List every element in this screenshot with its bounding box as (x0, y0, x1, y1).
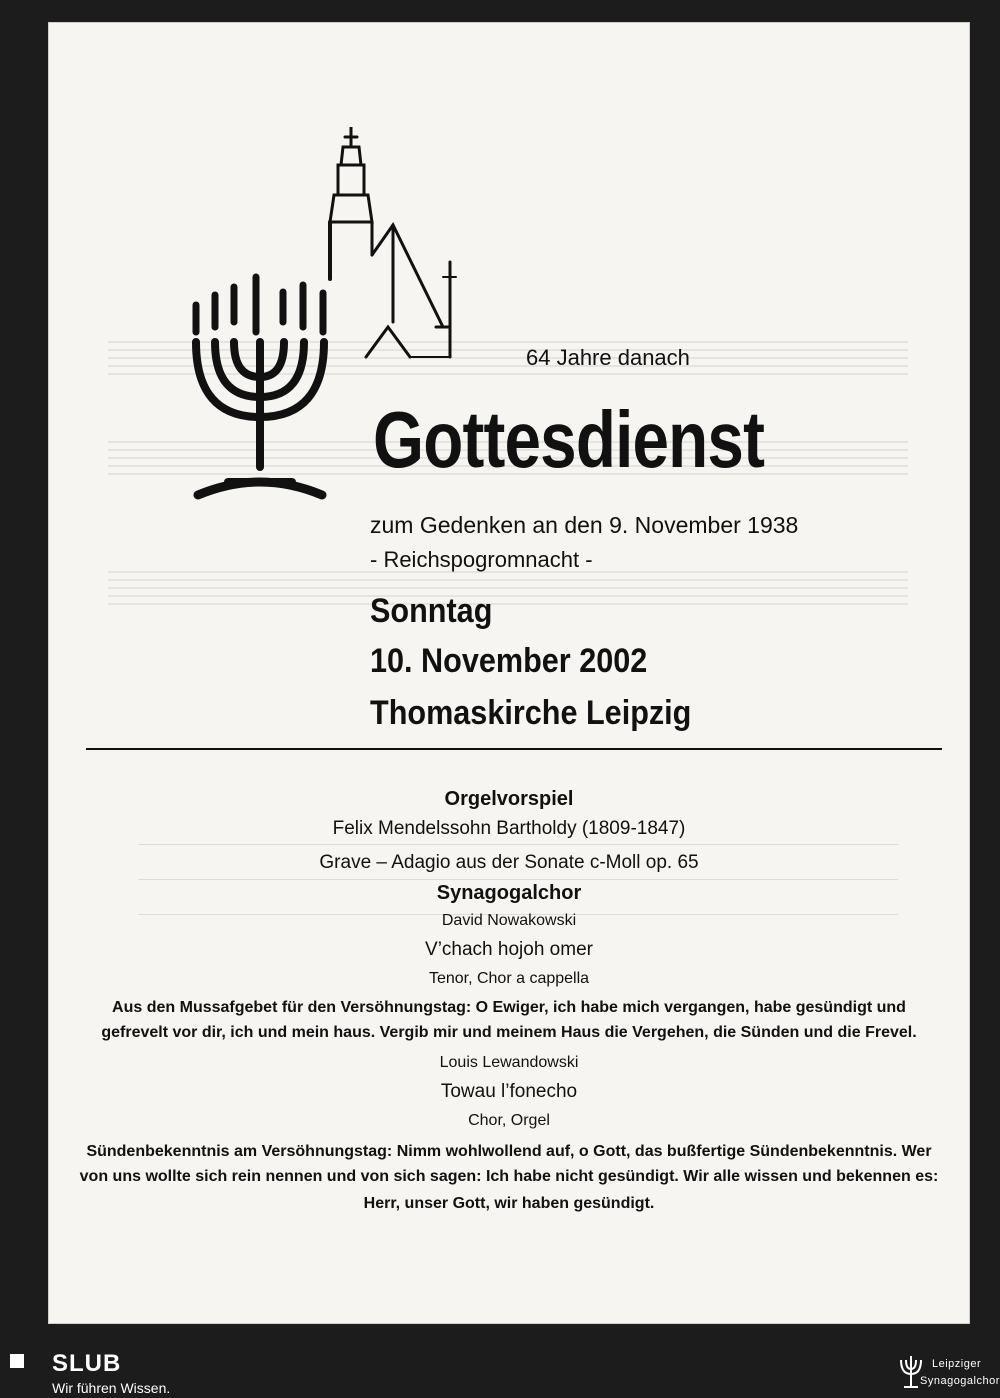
piece2-text-line-3: Herr, unser Gott, wir haben gesündigt. (363, 1195, 655, 1212)
choir-heading: Synagogalchor (436, 882, 582, 904)
piece1-title: V’chach hojoh omer (425, 939, 593, 960)
service-venue: Thomaskirche Leipzig (370, 694, 692, 732)
piece2-text-line-2: von uns wollte sich rein nennen und von sich sagen: Ich habe nicht gesündigt. Wir alle wissen und bekennen es: (79, 1168, 939, 1185)
piece2-composer: Louis Lewandowski (439, 1054, 579, 1071)
choir-logo-line-1: Leipziger (932, 1358, 982, 1370)
choir-logo-line-2: Synagogalchor (920, 1375, 1000, 1387)
service-day: Sonntag (370, 592, 493, 630)
organ-composer: Felix Mendelssohn Bartholdy (1809-1847) (332, 818, 686, 839)
pogrom-line: - Reichspogromnacht - (370, 547, 593, 572)
organ-piece: Grave – Adagio aus der Sonate c-Moll op. 65 (319, 852, 699, 873)
divider (86, 748, 942, 750)
page-title: Gottesdienst (373, 395, 765, 484)
piece1-text-line-1: Aus den Mussafgebet für den Versöhnungstag: O Ewiger, ich habe mich vergangen, habe gesündigt und (112, 999, 906, 1016)
piece2-scoring: Chor, Orgel (468, 1112, 550, 1129)
piece2-title: Towau l’fonecho (440, 1081, 578, 1102)
remembrance-line: zum Gedenken an den 9. November 1938 (370, 512, 799, 538)
service-date: 10. November 2002 (370, 642, 648, 680)
program-sheet (48, 22, 970, 1324)
piece1-text-line-2: gefrevelt vor dir, ich und mein haus. Vergib mir und meinem Haus die Vergehen, die Sünden und die Frevel. (101, 1024, 917, 1041)
library-name: SLUB (52, 1350, 122, 1377)
piece1-scoring: Tenor, Chor a cappella (428, 970, 590, 987)
organ-heading: Orgelvorspiel (444, 788, 574, 810)
years-after-line: 64 Jahre danach (526, 345, 690, 370)
library-tagline: Wir führen Wissen. (52, 1380, 171, 1396)
footer-bar (0, 1348, 1000, 1398)
piece1-composer: David Nowakowski (441, 912, 577, 929)
piece2-text-line-1: Sündenbekenntnis am Versöhnungstag: Nimm wohlwollend auf, o Gott, das bußfertige Sündenbekenntnis. Wer (86, 1143, 932, 1160)
slub-logo-icon (10, 1354, 24, 1368)
